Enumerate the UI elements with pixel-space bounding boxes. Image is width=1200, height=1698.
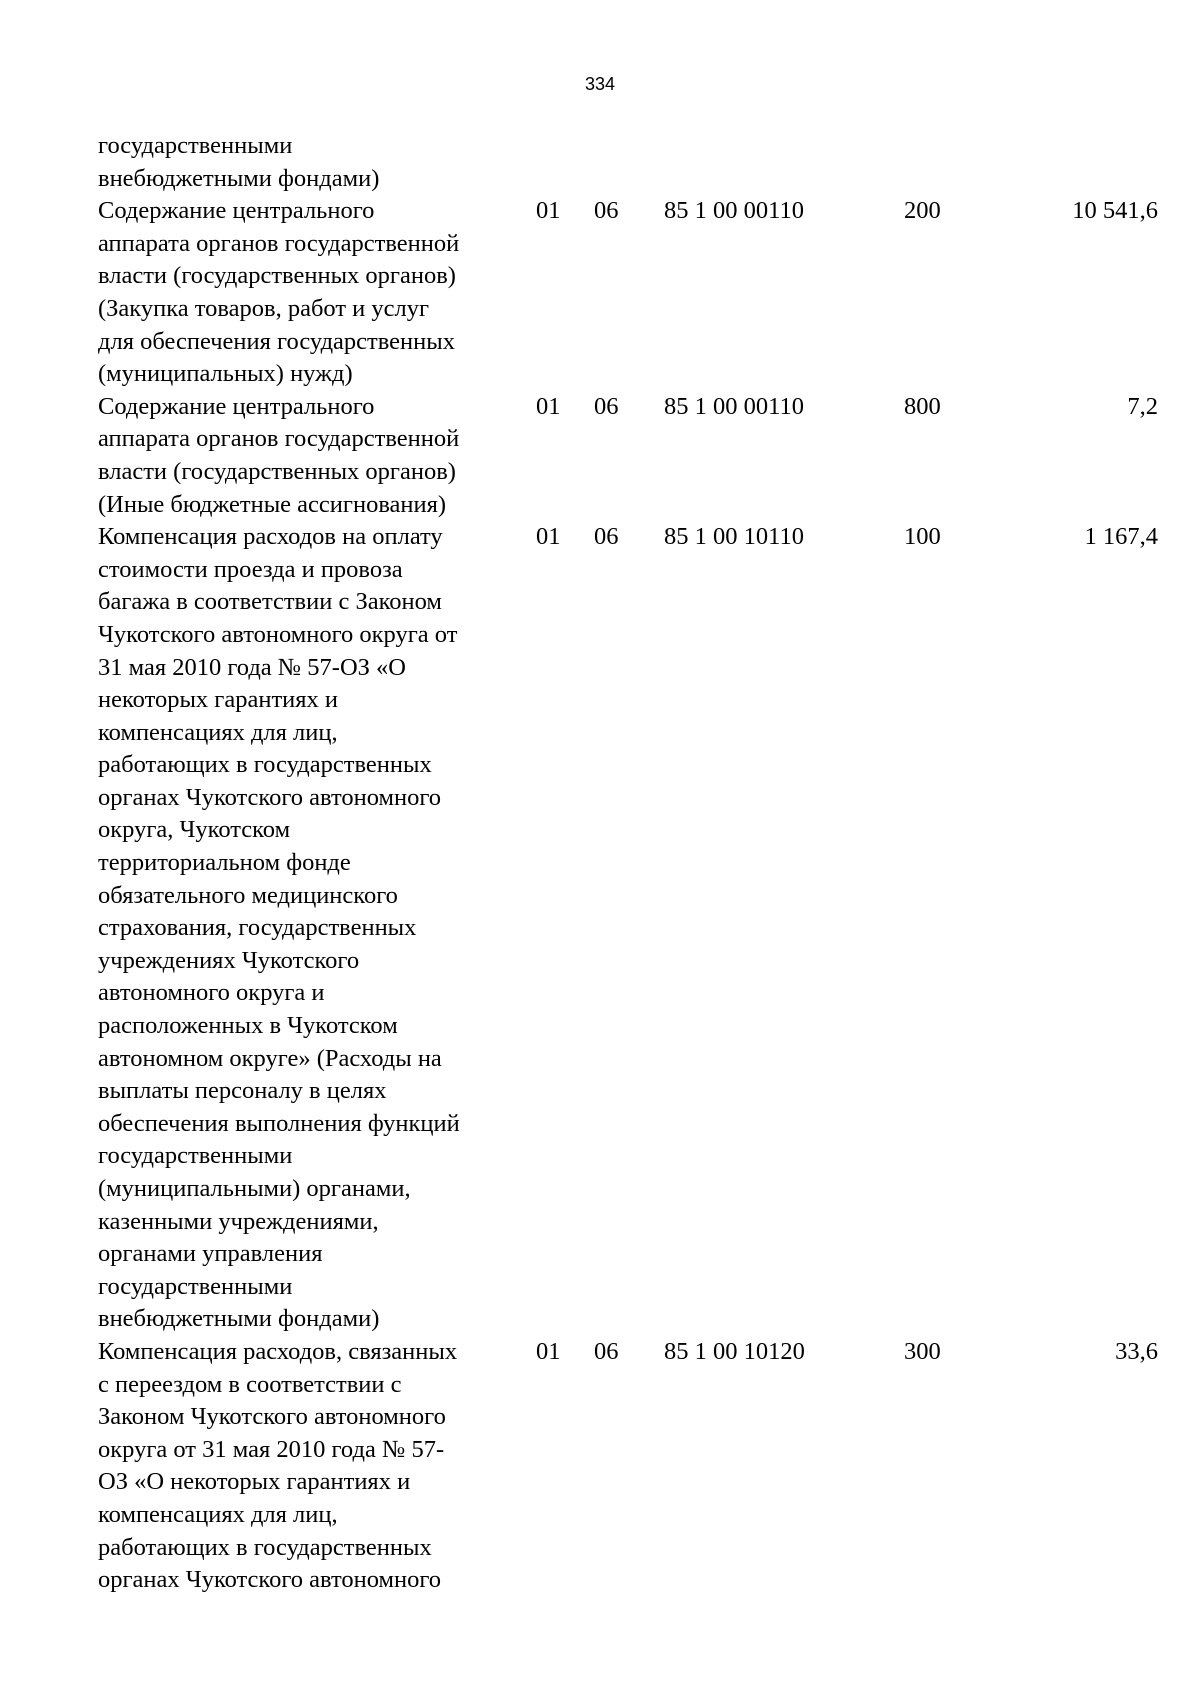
description-line: округа от 31 мая 2010 года № 57- <box>98 1435 445 1463</box>
description-line: учреждениях Чукотского <box>98 946 360 974</box>
subsection-code: 06 <box>594 1337 619 1365</box>
description-line: ОЗ «О некоторых гарантиях и <box>98 1468 411 1496</box>
amount: 7,2 <box>1127 392 1158 420</box>
description-line: автономном округе» (Расходы на <box>98 1044 442 1072</box>
target-article-code: 85 1 00 10120 <box>664 1337 805 1365</box>
description-line: Содержание центрального <box>98 392 375 420</box>
description-line: стоимости проезда и провоза <box>98 555 403 583</box>
expense-type-code: 100 <box>904 523 941 551</box>
expense-type-code: 300 <box>904 1337 941 1365</box>
description-line: государственными <box>98 1272 293 1300</box>
description-line: компенсациях для лиц, <box>98 1500 338 1528</box>
amount: 1 167,4 <box>1084 523 1158 551</box>
section-code: 01 <box>536 1337 561 1365</box>
description-line: органах Чукотского автономного <box>98 1566 442 1594</box>
budget-table <box>98 130 1158 1597</box>
subsection-code: 06 <box>594 392 619 420</box>
target-article-code: 85 1 00 00110 <box>664 392 804 420</box>
description-line: Чукотского автономного округа от <box>98 620 458 648</box>
description-line: с переездом в соответствии с <box>98 1370 402 1398</box>
description-line: багажа в соответствии с Законом <box>98 588 442 616</box>
subsection-code: 06 <box>594 197 619 225</box>
description-line: (Иные бюджетные ассигнования) <box>98 490 447 518</box>
description-line: Содержание центрального <box>98 197 375 225</box>
description-line: аппарата органов государственной <box>98 425 460 453</box>
description-line: (Закупка товаров, работ и услуг <box>98 294 430 322</box>
page-number: 334 <box>584 74 616 94</box>
description-line: государственными <box>98 132 293 159</box>
section-code: 01 <box>536 523 561 551</box>
row-description <box>98 195 536 391</box>
description-line: внебюджетными фондами) <box>98 164 380 192</box>
description-line: обязательного медицинского <box>98 881 398 909</box>
description-line: органами управления <box>98 1240 323 1268</box>
description-line: государственными <box>98 1142 293 1170</box>
expense-type-code: 800 <box>904 392 941 420</box>
description-line: власти (государственных органов) <box>98 262 456 290</box>
description-line: работающих в государственных <box>98 751 432 779</box>
description-line: власти (государственных органов) <box>98 457 456 485</box>
section-code: 01 <box>536 197 561 225</box>
table-row <box>98 195 1158 391</box>
row-description <box>98 130 536 195</box>
amount: 10 541,6 <box>1072 197 1158 225</box>
description-line: аппарата органов государственной <box>98 229 460 257</box>
description-line: некоторых гарантиях и <box>98 686 339 714</box>
description-line: 31 мая 2010 года № 57-ОЗ «О <box>98 653 406 681</box>
description-line: автономного округа и <box>98 979 325 1007</box>
description-line: казенными учреждениями, <box>98 1207 379 1235</box>
description-line: внебюджетными фондами) <box>98 1305 380 1333</box>
target-article-code: 85 1 00 10110 <box>664 523 804 551</box>
description-line: Компенсация расходов, связанных <box>98 1337 458 1365</box>
row-description <box>98 391 536 521</box>
description-line: территориальном фонде <box>98 849 351 877</box>
table-row <box>98 391 1158 521</box>
description-line: обеспечения выполнения функций <box>98 1109 460 1137</box>
table-row <box>98 130 1158 195</box>
description-line: работающих в государственных <box>98 1533 432 1561</box>
description-line: (муниципальных) нужд) <box>98 360 353 388</box>
table-row <box>98 1336 1158 1597</box>
subsection-code: 06 <box>594 523 619 551</box>
description-line: страхования, государственных <box>98 914 417 942</box>
table-row <box>98 521 1158 1336</box>
description-line: Компенсация расходов на оплату <box>98 523 443 551</box>
section-code: 01 <box>536 392 561 420</box>
description-line: компенсациях для лиц, <box>98 718 338 746</box>
description-line: органах Чукотского автономного <box>98 783 442 811</box>
row-description <box>98 521 536 1336</box>
expense-type-code: 200 <box>904 197 941 225</box>
description-line: расположенных в Чукотском <box>98 1012 398 1040</box>
description-line: для обеспечения государственных <box>98 327 455 355</box>
description-line: выплаты персоналу в целях <box>98 1077 387 1105</box>
description-line: округа, Чукотском <box>98 816 291 844</box>
amount: 33,6 <box>1115 1337 1158 1365</box>
description-line: (муниципальными) органами, <box>98 1175 411 1202</box>
target-article-code: 85 1 00 00110 <box>664 197 804 225</box>
description-line: Законом Чукотского автономного <box>98 1403 446 1431</box>
row-description <box>98 1336 536 1597</box>
